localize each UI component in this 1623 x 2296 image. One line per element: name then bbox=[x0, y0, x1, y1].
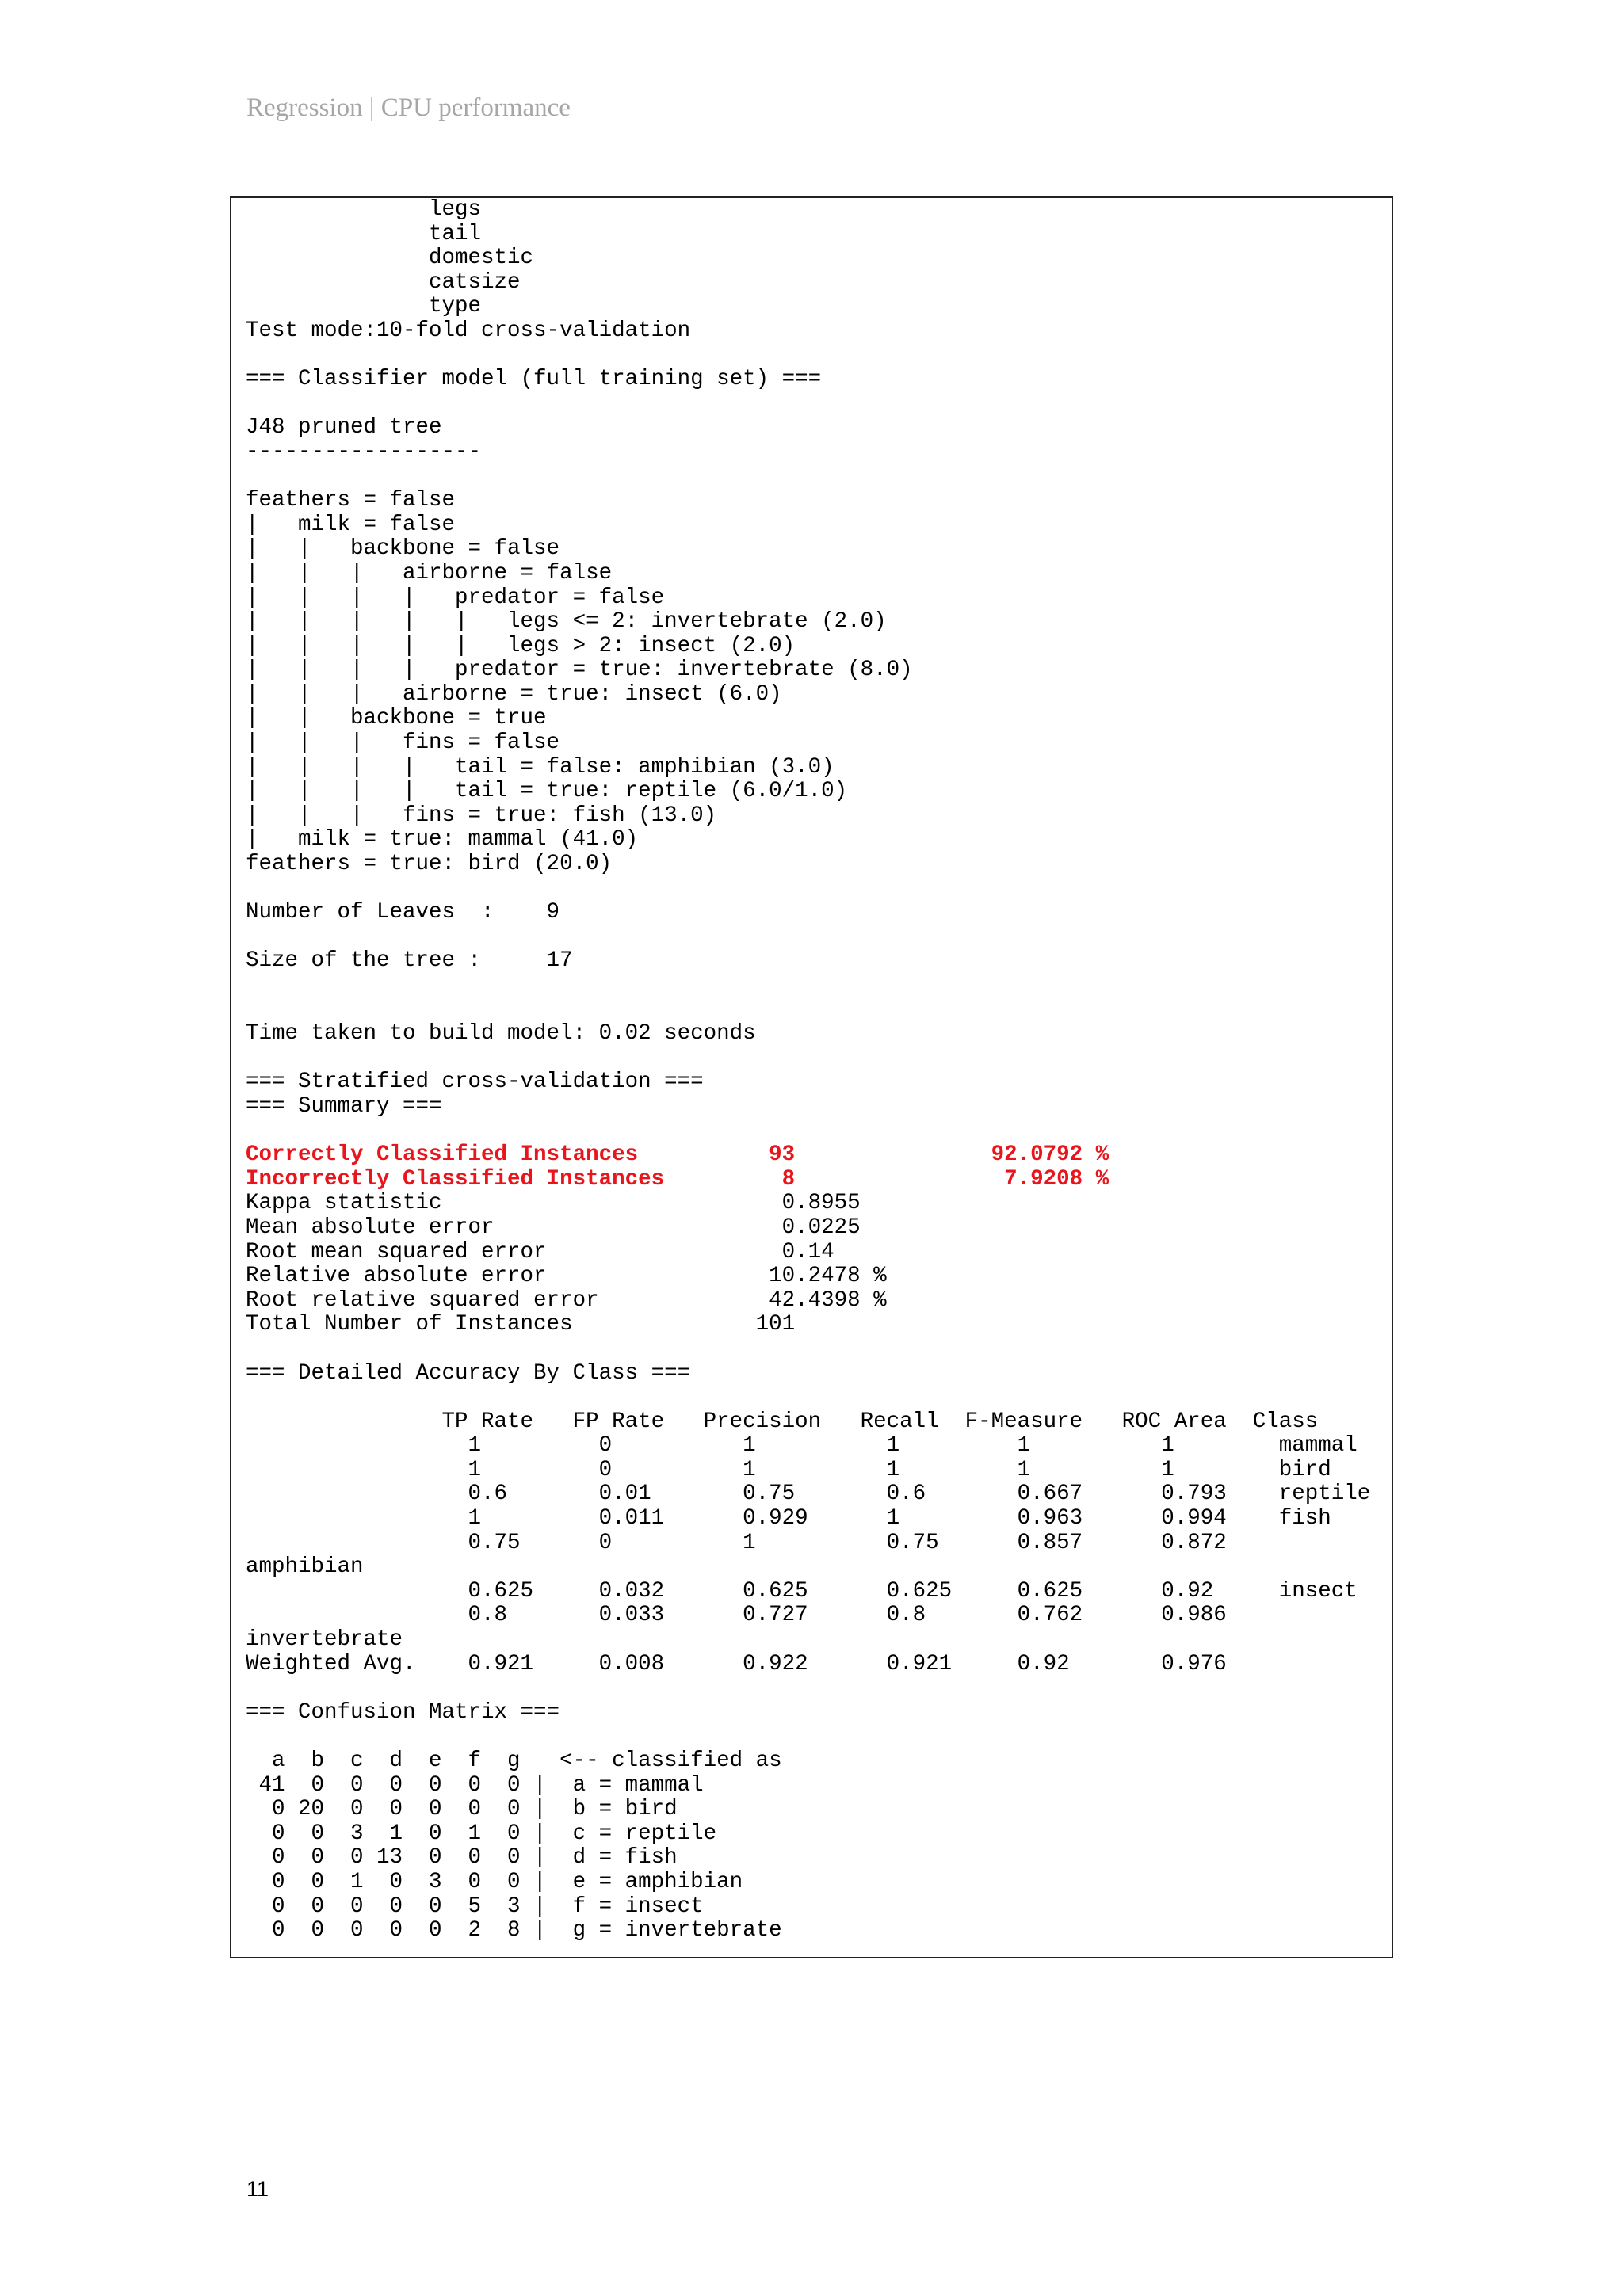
output-line: | milk = false bbox=[246, 512, 456, 537]
output-line: | | | | predator = true: invertebrate (8.0) bbox=[246, 658, 913, 683]
classifier-output-box bbox=[230, 196, 1393, 1958]
output-line: Kappa statistic 0.8955 bbox=[246, 1191, 861, 1216]
output-line: invertebrate bbox=[246, 1627, 403, 1653]
output-line: a b c d e f g <-- classified as bbox=[246, 1749, 782, 1773]
output-line: === Summary === bbox=[246, 1093, 442, 1119]
highlighted-output-line: Incorrectly Classified Instances 8 7.9208 % bbox=[246, 1166, 1109, 1192]
output-line: catsize bbox=[246, 269, 521, 295]
output-line: 0 0 1 0 3 0 0 | e = amphibian bbox=[246, 1869, 743, 1894]
output-line: 0 0 0 0 0 5 3 | f = insect bbox=[246, 1894, 704, 1919]
output-line: === Classifier model (full training set) === bbox=[246, 367, 822, 392]
output-line: 0.625 0.032 0.625 0.625 0.625 0.92 insect bbox=[246, 1578, 1358, 1604]
output-line: Root relative squared error 42.4398 % bbox=[246, 1287, 887, 1313]
output-line: | | | | tail = true: reptile (6.0/1.0) bbox=[246, 779, 848, 804]
output-line bbox=[246, 1725, 1370, 1749]
output-line bbox=[246, 1337, 1370, 1362]
output-line bbox=[246, 1676, 1370, 1701]
output-line: === Detailed Accuracy By Class === bbox=[246, 1360, 691, 1386]
output-line: 0 0 0 0 0 2 8 | g = invertebrate bbox=[246, 1918, 782, 1943]
output-line: TP Rate FP Rate Precision Recall F-Measure ROC Area Class bbox=[246, 1409, 1319, 1434]
classifier-output-text bbox=[246, 198, 1370, 1943]
output-line: | milk = true: mammal (41.0) bbox=[246, 827, 639, 852]
output-line: type bbox=[246, 294, 482, 319]
output-line: Time taken to build model: 0.02 seconds bbox=[246, 1021, 756, 1047]
highlighted-output-line: Correctly Classified Instances 93 92.0792 % bbox=[246, 1142, 1109, 1168]
output-line: | | backbone = true bbox=[246, 706, 547, 731]
output-line bbox=[246, 974, 1370, 998]
output-line: 1 0.011 0.929 1 0.963 0.994 fish bbox=[246, 1506, 1331, 1531]
output-line: feathers = false bbox=[246, 488, 456, 513]
output-line bbox=[246, 1047, 1370, 1071]
output-line: Test mode:10-fold cross-validation bbox=[246, 318, 691, 343]
output-line bbox=[246, 877, 1370, 902]
output-line: === Confusion Matrix === bbox=[246, 1699, 560, 1725]
output-line: 0 20 0 0 0 0 0 | b = bird bbox=[246, 1797, 678, 1822]
output-line: feathers = true: bird (20.0) bbox=[246, 852, 613, 877]
output-line bbox=[246, 1119, 1370, 1144]
output-line: | | | | | legs <= 2: invertebrate (2.0) bbox=[246, 609, 887, 635]
output-line: Mean absolute error 0.0225 bbox=[246, 1215, 861, 1240]
output-line: 0.6 0.01 0.75 0.6 0.667 0.793 reptile bbox=[246, 1482, 1371, 1507]
output-line: | | | fins = false bbox=[246, 730, 560, 756]
output-line bbox=[246, 925, 1370, 950]
output-line: 0 0 3 1 0 1 0 | c = reptile bbox=[246, 1821, 717, 1846]
output-line bbox=[246, 1386, 1370, 1410]
page-header: Regression | CPU performance bbox=[246, 93, 571, 122]
output-line: J48 pruned tree bbox=[246, 415, 442, 441]
output-line: === Stratified cross-validation === bbox=[246, 1070, 704, 1095]
output-line: Total Number of Instances 101 bbox=[246, 1312, 796, 1337]
output-line: 0.8 0.033 0.727 0.8 0.762 0.986 bbox=[246, 1603, 1227, 1628]
output-line: Relative absolute error 10.2478 % bbox=[246, 1264, 887, 1289]
page-number: 11 bbox=[246, 2177, 269, 2201]
output-line: 0.75 0 1 0.75 0.857 0.872 bbox=[246, 1530, 1227, 1555]
output-line: | | | | tail = false: amphibian (3.0) bbox=[246, 754, 834, 780]
output-line: amphibian bbox=[246, 1554, 364, 1580]
output-line: ------------------ bbox=[246, 439, 482, 464]
output-line: Number of Leaves : 9 bbox=[246, 900, 560, 925]
output-line: 1 0 1 1 1 1 mammal bbox=[246, 1433, 1358, 1459]
output-line: | | backbone = false bbox=[246, 536, 560, 562]
output-line: | | | airborne = true: insect (6.0) bbox=[246, 681, 782, 707]
output-line bbox=[246, 998, 1370, 1023]
output-line: | | | airborne = false bbox=[246, 560, 613, 585]
output-line: | | | | | legs > 2: insect (2.0) bbox=[246, 633, 796, 658]
output-line: 0 0 0 13 0 0 0 | d = fish bbox=[246, 1845, 678, 1871]
output-line bbox=[246, 344, 1370, 368]
output-line bbox=[246, 465, 1370, 490]
output-line: 41 0 0 0 0 0 0 | a = mammal bbox=[246, 1772, 704, 1798]
output-line: tail bbox=[246, 221, 482, 246]
output-line: legs bbox=[246, 197, 482, 222]
output-line: | | | fins = true: fish (13.0) bbox=[246, 803, 717, 828]
output-line: Size of the tree : 17 bbox=[246, 948, 573, 974]
output-line: Root mean squared error 0.14 bbox=[246, 1239, 834, 1264]
output-line: Weighted Avg. 0.921 0.008 0.922 0.921 0.92 0.976 bbox=[246, 1651, 1227, 1676]
output-line: 1 0 1 1 1 1 bird bbox=[246, 1457, 1331, 1482]
output-line: domestic bbox=[246, 246, 534, 271]
output-line: | | | | predator = false bbox=[246, 585, 665, 610]
output-line bbox=[246, 392, 1370, 417]
